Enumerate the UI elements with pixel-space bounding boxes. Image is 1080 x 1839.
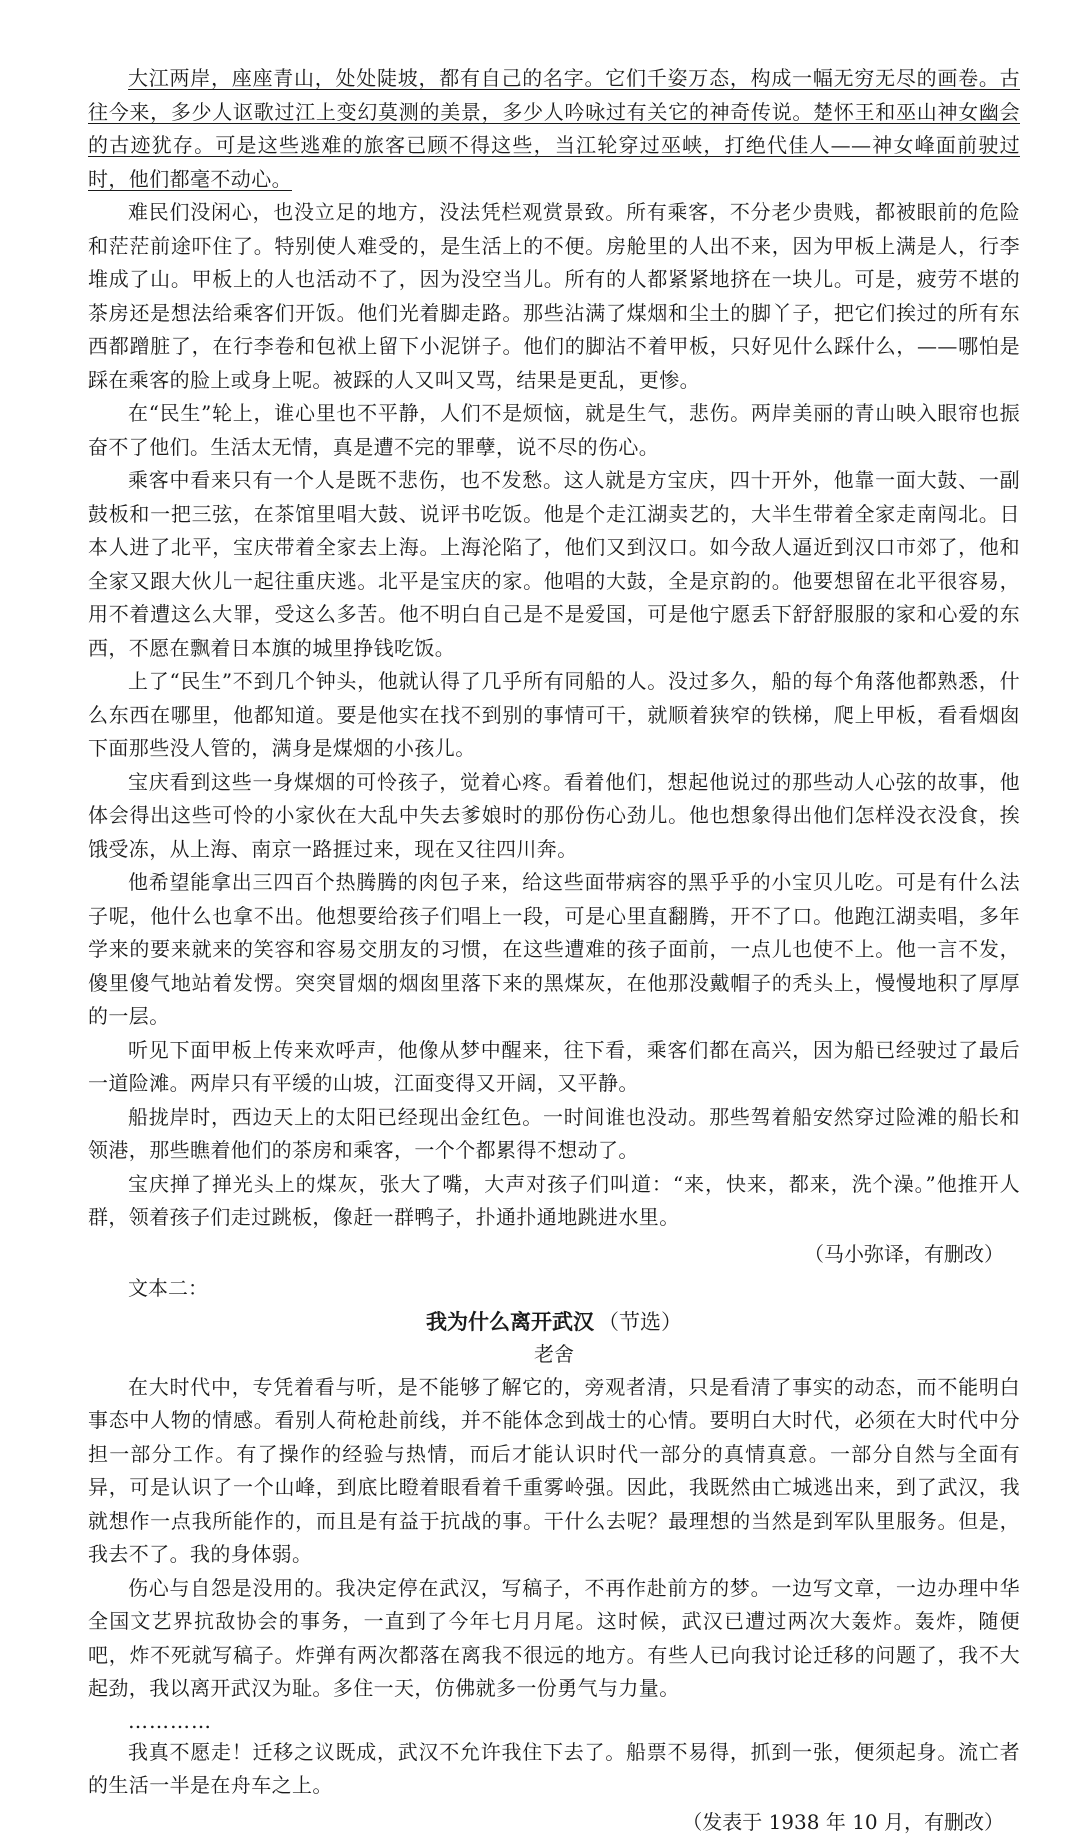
text-one-paragraph-10: 宝庆掸了掸光头上的煤灰，张大了嘴，大声对孩子们叫道：“来，快来，都来，洗个澡。”他推开人群，领着孩子们走过跳板，像赶一群鸭子，扑通扑通地跳进水里。 <box>88 1171 1020 1229</box>
text-one-source: （马小弥译，有删改） <box>804 1241 1004 1266</box>
text-one-paragraph-7: 他希望能拿出三四百个热腾腾的肉包子来，给这些面带病容的黑乎乎的小宝贝儿吃。可是有什么法子呢，他什么也拿不出。他想要给孩子们唱上一段，可是心里直翻腾，开不了口。他跑江湖卖唱，多年学来的要来就来的笑容和容易交朋友的习惯，在这些遭难的孩子面前，一点儿也使不上。他一言不发，傻里傻气地站着发愣。突突冒烟的烟囱里落下来的黑煤灰，在他那没戴帽子的秃头上，慢慢地积了厚厚的一层。 <box>88 870 1020 1028</box>
text-two-author: 老舍 <box>534 1341 574 1366</box>
text-one-paragraph-5: 上了“民生”不到几个钟头，他就认得了几乎所有同船的人。没过多久，船的每个角落他都熟悉，什么东西在哪里，他都知道。要是他实在找不到别的事情可干，就顺着狭窄的铁梯，爬上甲板，看看烟囱下面那些没人管的，满身是煤烟的小孩儿。 <box>88 669 1020 760</box>
text-one-paragraph-9: 船拢岸时，西边天上的太阳已经现出金红色。一时间谁也没动。那些驾着船安然穿过险滩的船长和领港，那些瞧着他们的茶房和乘客，一个个都累得不想动了。 <box>88 1104 1020 1162</box>
text-one-paragraph-3: 在“民生”轮上，谁心里也不平静，人们不是烦恼，就是生气，悲伤。两岸美丽的青山映入眼帘也振奋不了他们。生活太无情，真是遭不完的罪孽，说不尽的伤心。 <box>88 401 1020 459</box>
text-two-title <box>88 1305 1020 1339</box>
text-two-ellipsis: ………… <box>128 1708 212 1733</box>
text-one-paragraph-1: 大江两岸，座座青山，处处陡坡，都有自己的名字。它们千姿万态，构成一幅无穷无尽的画卷。古往今来，多少人讴歌过江上变幻莫测的美景，多少人吟咏过有关它的神奇传说。楚怀王和巫山神女幽会的古迹犹存。可是这些逃难的旅客已顾不得这些，当江轮穿过巫峡，打绝代佳人——神女峰面前驶过时，他们都毫不动心。 <box>88 66 1020 191</box>
text-one-paragraph-6: 宝庆看到这些一身煤烟的可怜孩子，觉着心疼。看着他们，想起他说过的那些动人心弦的故事，他体会得出这些可怜的小家伙在大乱中失去爹娘时的那份伤心劲儿。他也想象得出他们怎样没衣没食，挨饿受冻，从上海、南京一路捱过来，现在又往四川奔。 <box>88 769 1020 861</box>
text-one-section <box>88 62 1020 1271</box>
text-two-paragraph-1: 在大时代中，专凭着看与听，是不能够了解它的，旁观者清，只是看清了事实的动态，而不能明白事态中人物的情感。看别人荷枪赴前线，并不能体念到战士的心情。要明白大时代，必须在大时代中分担一部分工作。有了操作的经验与热情，而后才能认识时代一部分的真情真意。一部分自然与全面有异，可是认识了一个山峰，到底比瞪着眼看着千重雾岭强。因此，我既然由亡城逃出来，到了武汉，我就想作一点我所能作的，而且是有益于抗战的事。干什么去呢？最理想的当然是到军队里服务。但是，我去不了。我的身体弱。 <box>88 1374 1020 1566</box>
text-two-title-main: 我为什么离开武汉 <box>426 1308 594 1334</box>
text-two-title-note: （节选） <box>598 1309 682 1334</box>
text-two-paragraph-3: 我真不愿走！迁移之议既成，武汉不允许我住下去了。船票不易得，抓到一张，便须起身。流亡者的生活一半是在舟车之上。 <box>88 1739 1020 1797</box>
text-two-label: 文本二： <box>128 1275 208 1300</box>
text-two-paragraph-2: 伤心与自怨是没用的。我决定停在武汉，写稿子，不再作赴前方的梦。一边写文章，一边办理中华全国文艺界抗敌协会的事务，一直到了今年七月月尾。这时候，武汉已遭过两次大轰炸。轰炸，随便吧，炸不死就写稿子。炸弹有两次都落在离我不很远的地方。有些人已向我讨论迁移的问题了，我不大起劲，我以离开武汉为耻。多住一天，仿佛就多一份勇气与力量。 <box>88 1575 1020 1700</box>
text-two-source: （发表于 1938 年 10 月，有删改） <box>682 1809 1004 1834</box>
text-one-paragraph-2: 难民们没闲心，也没立足的地方，没法凭栏观赏景致。所有乘客，不分老少贵贱，都被眼前的危险和茫茫前途吓住了。特别使人难受的，是生活上的不便。房舱里的人出不来，因为甲板上满是人，行李堆成了山。甲板上的人也活动不了，因为没空当儿。所有的人都紧紧地挤在一块儿。可是，疲劳不堪的茶房还是想法给乘客们开饭。他们光着脚走路。那些沾满了煤烟和尘土的脚丫子，把它们挨过的所有东西都蹭脏了，在行李卷和包袱上留下小泥饼子。他们的脚沾不着甲板，只好见什么踩什么，——哪怕是踩在乘客的脸上或身上呢。被踩的人又叫又骂，结果是更乱，更惨。 <box>88 200 1020 392</box>
text-one-paragraph-4: 乘客中看来只有一个人是既不悲伤，也不发愁。这人就是方宝庆，四十开外，他靠一面大鼓、一副鼓板和一把三弦，在茶馆里唱大鼓、说评书吃饭。他是个走江湖卖艺的，大半生带着全家走南闯北。日本人进了北平，宝庆带着全家去上海。上海沦陷了，他们又到汉口。如今敌人逼近到汉口市郊了，他和全家又跟大伙儿一起往重庆逃。北平是宝庆的家。他唱的大鼓，全是京韵的。他要想留在北平很容易，用不着遭这么大罪，受这么多苦。他不明白自己是不是爱国，可是他宁愿丢下舒舒服服的家和心爱的东西，不愿在飘着日本旗的城里挣钱吃饭。 <box>88 468 1020 660</box>
text-one-paragraph-8: 听见下面甲板上传来欢呼声，他像从梦中醒来，往下看，乘客们都在高兴，因为船已经驶过了最后一道险滩。两岸只有平缓的山坡，江面变得又开阔，又平静。 <box>88 1037 1020 1095</box>
text-two-section <box>88 1271 1020 1839</box>
